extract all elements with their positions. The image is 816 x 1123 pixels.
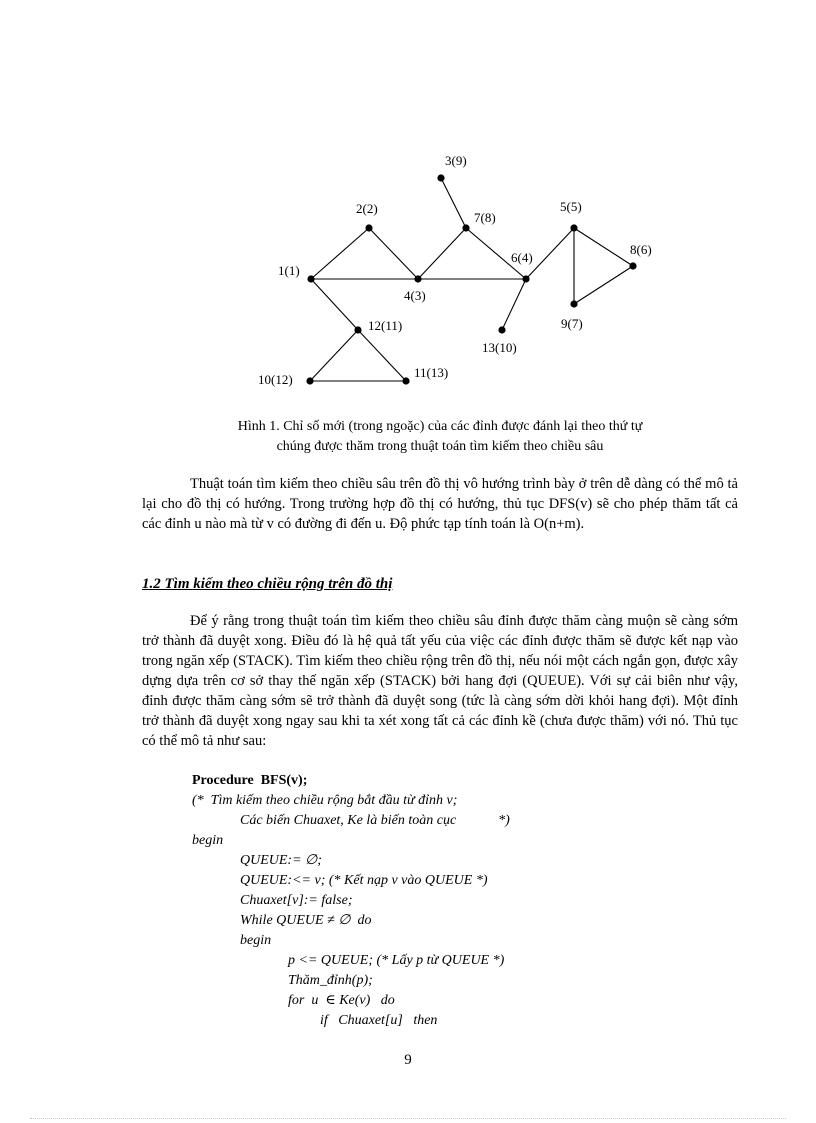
code-line: Procedure BFS(v); [192, 773, 308, 788]
graph-node-label-9: 9(7) [561, 316, 583, 331]
paragraph-text: Thuật toán tìm kiếm theo chiều sâu trên đồ thị vô hướng trình bày ở trên dễ dàng có thể mô tả lại cho đồ thị có hướng. Trong trường hợp đồ thị có hướng, thủ tục DFS(v) sẽ cho phép thăm tất cả các đỉnh u nào mà từ v có đường đi đến u. Độ phức tạp tính toán là O(n+m). [142, 476, 738, 532]
section-heading: 1.2 Tìm kiếm theo chiều rộng trên đồ thị [142, 576, 393, 592]
code-line: begin [240, 933, 272, 948]
code-line: While QUEUE ≠ ∅ do [240, 913, 372, 928]
paragraph-text: Để ý rằng trong thuật toán tìm kiếm theo chiều sâu đỉnh được thăm càng muộn sẽ càng sớm trở thành đã duyệt xong. Điều đó là hệ quả tất yếu của việc các đỉnh được thăm sẽ được kết nạp vào trong ngăn xếp (STACK). Tìm kiếm theo chiều rộng trên đồ thị, nếu nói một cách ngắn gọn, được xây dựng dựa trên cơ sở thay thế ngăn xếp (STACK) bởi hang đợi (QUEUE). Với sự cải biên như vậy, đỉnh được thăm càng sớm sẽ trở thành đã duyệt song (tức là càng sớm dời khỏi hang đợi). Một đỉnh trở thành đã duyệt xong ngay sau khi ta xét xong tất cả các đỉnh kề (chưa được thăm) với nó. Thủ tục có thể mô tả như sau: [142, 613, 738, 749]
graph-node-label-10: 10(12) [258, 372, 293, 387]
graph-node-label-11: 11(13) [414, 365, 449, 380]
graph-node-9 [570, 300, 577, 307]
code-line: Các biến Chuaxet, Ke là biến toàn cục *) [240, 813, 510, 828]
graph-node-label-7: 7(8) [474, 210, 496, 225]
graph-node-8 [629, 262, 636, 269]
graph-node-1 [307, 275, 314, 282]
graph-node-label-13: 13(10) [482, 340, 517, 355]
graph-edge-1-2 [311, 228, 369, 279]
code-line: QUEUE:<= v; (* Kết nạp v vào QUEUE *) [240, 873, 488, 888]
graph-edge-6-13 [502, 279, 526, 330]
graph-node-4 [414, 275, 421, 282]
code-line: p <= QUEUE; (* Lấy p từ QUEUE *) [288, 953, 505, 968]
graph-node-11 [402, 377, 409, 384]
graph-edge-12-11 [358, 330, 406, 381]
graph-node-6 [522, 275, 529, 282]
graph-edge-6-5 [526, 228, 574, 279]
graph-edge-7-3 [441, 178, 466, 228]
graph-node-5 [570, 224, 577, 231]
graph-node-7 [462, 224, 469, 231]
code-line: if Chuaxet[u] then [320, 1013, 438, 1028]
graph-node-label-8: 8(6) [630, 242, 652, 257]
code-line: QUEUE:= ∅; [240, 853, 322, 868]
graph-edge-2-4 [369, 228, 418, 279]
graph-node-label-12: 12(11) [368, 318, 403, 333]
figure-caption-line-2: chúng được thăm trong thuật toán tìm kiếm theo chiều sâu [276, 439, 604, 454]
paragraph-dfs-directed [142, 474, 738, 534]
graph-node-label-3: 3(9) [445, 153, 467, 168]
code-line: begin [192, 833, 224, 848]
bfs-procedure-code [192, 771, 510, 1031]
graph-node-3 [437, 174, 444, 181]
graph-edge-9-8 [574, 266, 633, 304]
graph-node-label-2: 2(2) [356, 201, 378, 216]
graph-node-12 [354, 326, 361, 333]
graph-edge-4-7 [418, 228, 466, 279]
code-line: for u ∈ Ke(v) do [288, 993, 395, 1008]
graph-figure [0, 0, 816, 400]
graph-edge-12-10 [310, 330, 358, 381]
graph-node-label-4: 4(3) [404, 288, 426, 303]
figure-caption-line-1: Hình 1. Chỉ số mới (trong ngoặc) của các đỉnh được đánh lại theo thứ tự [237, 419, 643, 434]
graph-edge-1-12 [311, 279, 358, 330]
paragraph-bfs-intro [142, 611, 738, 751]
graph-node-13 [498, 326, 505, 333]
graph-node-10 [306, 377, 313, 384]
footer-divider [30, 1118, 786, 1119]
graph-edge-5-8 [574, 228, 633, 266]
graph-node-label-6: 6(4) [511, 250, 533, 265]
page-number: 9 [404, 1052, 412, 1068]
graph-node-2 [365, 224, 372, 231]
code-line: (* Tìm kiếm theo chiều rộng bắt đầu từ đỉnh v; [192, 793, 458, 808]
code-line: Thăm_đỉnh(p); [288, 973, 373, 988]
graph-node-label-1: 1(1) [278, 263, 300, 278]
graph-node-label-5: 5(5) [560, 199, 582, 214]
code-line: Chuaxet[v]:= false; [240, 893, 353, 908]
